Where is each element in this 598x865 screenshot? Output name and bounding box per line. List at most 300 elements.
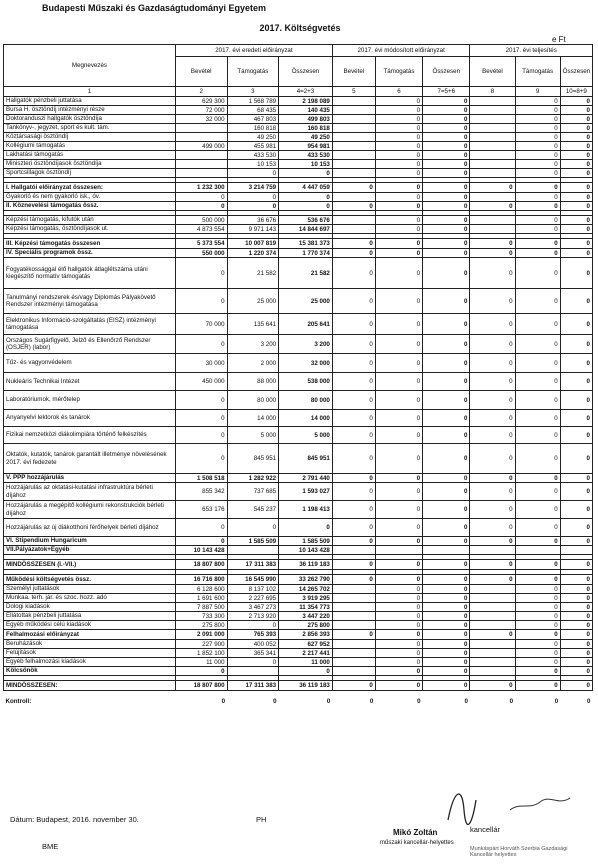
row-value [175, 124, 227, 133]
row-value: 32 000 [279, 354, 333, 373]
row-value [470, 658, 515, 667]
row-value: 538 000 [279, 373, 333, 391]
row-value: 0 [423, 410, 470, 427]
kontroll-label: Kontroll: [5, 698, 32, 706]
row-value: 0 [332, 519, 375, 537]
row-value: 0 [515, 354, 560, 373]
row-value [175, 160, 227, 169]
col-number-8: 9 [515, 87, 560, 97]
row-value: 0 [227, 193, 279, 202]
row-value: 0 [560, 537, 592, 546]
row-value [470, 612, 515, 621]
row-value: 0 [470, 391, 515, 410]
row-value: 0 [515, 621, 560, 630]
row-value: 733 300 [175, 612, 227, 621]
row-value: 0 [375, 106, 422, 115]
row-value: 0 [332, 681, 375, 691]
row-value: 0 [515, 630, 560, 640]
row-value: 0 [375, 585, 422, 594]
row-label: Oktatók, kutatók, tanárok garantált illetménye növelésének 2017. évi fedezete [4, 444, 176, 474]
row-value: 0 [515, 681, 560, 691]
row-value: 0 [227, 202, 279, 211]
row-value: 0 [560, 151, 592, 160]
row-value: 10 007 819 [227, 239, 279, 249]
row-value [332, 585, 375, 594]
row-value: 0 [515, 575, 560, 585]
row-value: 0 [560, 603, 592, 612]
row-value: 140 435 [279, 106, 333, 115]
col-header-4: Támogatás [375, 57, 422, 87]
row-value [332, 193, 375, 202]
row-value [332, 667, 375, 676]
row-value: 160 818 [227, 124, 279, 133]
row-value: 0 [470, 483, 515, 501]
row-value: 0 [560, 501, 592, 519]
row-value: 0 [515, 202, 560, 211]
row-value: 0 [175, 537, 227, 546]
row-value: 0 [515, 519, 560, 537]
row-value: 0 [515, 444, 560, 474]
row-value: 36 119 183 [279, 681, 333, 691]
row-label: Tankönyv-, jegyzet, sport és kult. tám. [4, 124, 176, 133]
row-value: 0 [560, 667, 592, 676]
row-value [175, 169, 227, 178]
row-value: 0 [175, 335, 227, 354]
row-value: 0 [375, 612, 422, 621]
row-value: 0 [470, 681, 515, 691]
row-value: 450 000 [175, 373, 227, 391]
row-value: 845 951 [279, 444, 333, 474]
table-row [4, 115, 593, 124]
row-value: 0 [560, 373, 592, 391]
row-value: 1 568 789 [227, 97, 279, 106]
row-value: 545 237 [227, 501, 279, 519]
table-row [4, 391, 593, 410]
kontroll-value: 0 [326, 698, 331, 706]
row-value: 0 [332, 373, 375, 391]
row-value: 433 530 [279, 151, 333, 160]
row-value [470, 640, 515, 649]
row-value: 14 265 702 [279, 585, 333, 594]
row-value: 14 000 [227, 410, 279, 427]
row-value: 70 000 [175, 314, 227, 335]
row-value: 18 807 800 [175, 681, 227, 691]
row-label: Hozzájárulás az oktatási-kutatási infrastruktúra bérleti díjához [4, 483, 176, 501]
table-row [4, 373, 593, 391]
row-value: 0 [515, 289, 560, 314]
row-value: 0 [423, 106, 470, 115]
row-value: 2 000 [227, 354, 279, 373]
row-value: 467 803 [227, 115, 279, 124]
row-value: 0 [423, 560, 470, 570]
row-value: 3 214 759 [227, 183, 279, 193]
row-value: 0 [560, 560, 592, 570]
row-value: 0 [375, 391, 422, 410]
row-value: 0 [375, 501, 422, 519]
table-row [4, 444, 593, 474]
stamp-text: Munkáspárt Horváth Szerbia Gazdasági Kancellár helyettes [470, 846, 568, 858]
row-value: 954 981 [279, 142, 333, 151]
table-row [4, 612, 593, 621]
row-value: 0 [470, 249, 515, 258]
row-value: 0 [515, 335, 560, 354]
row-value [470, 621, 515, 630]
row-value: 0 [375, 373, 422, 391]
row-value [470, 115, 515, 124]
row-value: 0 [375, 97, 422, 106]
row-label: Köztársasági ösztöndíj [4, 133, 176, 142]
table-row [4, 546, 593, 555]
row-value [332, 216, 375, 225]
row-value: 845 951 [227, 444, 279, 474]
table-row [4, 519, 593, 537]
table-row [4, 483, 593, 501]
row-value: 0 [423, 169, 470, 178]
col-number-9: 10=8+9 [560, 87, 592, 97]
row-value: 0 [332, 391, 375, 410]
row-value: 0 [227, 621, 279, 630]
row-label: V. PPP hozzájárulás [4, 474, 176, 483]
row-label: MINDÖSSZESEN (I.-VII.) [4, 560, 176, 570]
row-value: 0 [560, 335, 592, 354]
row-label: Felhalmozási előirányzat [4, 630, 176, 640]
row-value: 629 300 [175, 97, 227, 106]
row-value: 500 000 [175, 216, 227, 225]
row-value: 0 [470, 373, 515, 391]
row-value: 14 844 697 [279, 225, 333, 234]
group-header-actual: 2017. évi teljesítés [470, 45, 593, 57]
row-value: 0 [332, 289, 375, 314]
row-value: 0 [515, 169, 560, 178]
row-value: 0 [560, 97, 592, 106]
row-value: 0 [515, 225, 560, 234]
row-value: 0 [332, 444, 375, 474]
table-row [4, 640, 593, 649]
row-value: 0 [375, 169, 422, 178]
row-value: 0 [375, 289, 422, 314]
row-value [332, 225, 375, 234]
row-value: 10 143 428 [175, 546, 227, 555]
row-value: 2 713 920 [227, 612, 279, 621]
bme-label: BME [42, 842, 59, 851]
row-value: 0 [332, 335, 375, 354]
row-value: 4 873 554 [175, 225, 227, 234]
row-value [470, 169, 515, 178]
row-value: 0 [560, 658, 592, 667]
row-value: 0 [332, 239, 375, 249]
row-label: Országos Sugárfigyelő, Jelző és Ellenőrző Rendszer (OSJER) (labor) [4, 335, 176, 354]
row-value: 0 [470, 258, 515, 289]
row-value: 0 [423, 202, 470, 211]
row-value: 0 [515, 151, 560, 160]
row-value: 0 [279, 169, 333, 178]
row-label: Személyi juttatások [4, 585, 176, 594]
row-value: 1 585 509 [279, 537, 333, 546]
row-label: Laboratóriumok, mérőtelep [4, 391, 176, 410]
row-value [470, 649, 515, 658]
row-value [332, 658, 375, 667]
row-value: 30 000 [175, 354, 227, 373]
table-row [4, 649, 593, 658]
row-value: 0 [375, 649, 422, 658]
row-value: 16 716 800 [175, 575, 227, 585]
row-value: 0 [375, 483, 422, 501]
row-label: Kollégiumi támogatás [4, 142, 176, 151]
row-value: 0 [375, 621, 422, 630]
row-value: 0 [515, 427, 560, 444]
row-value: 0 [332, 427, 375, 444]
row-value [332, 106, 375, 115]
signer-role: kancellár [470, 825, 501, 834]
row-value: 36 119 183 [279, 560, 333, 570]
row-value: 0 [423, 640, 470, 649]
table-row [4, 133, 593, 142]
row-value: 455 981 [227, 142, 279, 151]
table-row [4, 160, 593, 169]
col-number-2: 3 [227, 87, 279, 97]
doc-title: 2017. Költségvetés [259, 23, 341, 33]
row-value: 0 [515, 115, 560, 124]
row-value: 0 [375, 658, 422, 667]
row-value: 0 [515, 160, 560, 169]
row-value: 0 [375, 537, 422, 546]
row-value [470, 585, 515, 594]
row-value: 5 000 [279, 427, 333, 444]
row-value: 0 [279, 519, 333, 537]
row-value: 0 [332, 314, 375, 335]
row-value: 0 [423, 373, 470, 391]
row-value [470, 142, 515, 151]
row-value: 0 [423, 519, 470, 537]
row-label: Tűz- és vagyonvédelem [4, 354, 176, 373]
row-value: 0 [423, 427, 470, 444]
ph-mark: PH [256, 815, 267, 824]
col-number-5: 6 [375, 87, 422, 97]
row-label: Bursa H. ösztöndíj intézményi része [4, 106, 176, 115]
row-value: 0 [423, 667, 470, 676]
row-value: 400 052 [227, 640, 279, 649]
row-value: 1 508 518 [175, 474, 227, 483]
row-value: 0 [332, 537, 375, 546]
row-value: 9 971 143 [227, 225, 279, 234]
row-value: 0 [375, 410, 422, 427]
table-row [4, 594, 593, 603]
table-row [4, 169, 593, 178]
budget-table [3, 44, 593, 713]
row-value: 0 [175, 391, 227, 410]
row-value: 0 [560, 115, 592, 124]
row-label: Miniszteri ösztöndíjasok ösztöndíja [4, 160, 176, 169]
row-value: 0 [375, 575, 422, 585]
row-value: 0 [515, 560, 560, 570]
row-value: 0 [560, 391, 592, 410]
row-value: 2 227 695 [227, 594, 279, 603]
row-value: 0 [470, 202, 515, 211]
row-value: 1 282 922 [227, 474, 279, 483]
row-value: 0 [515, 640, 560, 649]
group-header-modified: 2017. évi módosított előirányzat [332, 45, 470, 57]
row-value: 0 [375, 594, 422, 603]
row-value: 0 [470, 239, 515, 249]
row-value: 0 [423, 142, 470, 151]
row-value: 18 807 800 [175, 560, 227, 570]
signature-scribble [440, 780, 580, 830]
row-value: 0 [332, 258, 375, 289]
row-label: Tanulmányi rendszerek és/vagy Diplomás Pályakövető Rendszer intézményi támogatása [4, 289, 176, 314]
table-row [4, 603, 593, 612]
row-value: 0 [375, 258, 422, 289]
row-value: 365 341 [227, 649, 279, 658]
row-value: 0 [423, 258, 470, 289]
row-value: 0 [423, 612, 470, 621]
row-value: 0 [375, 630, 422, 640]
row-value [470, 216, 515, 225]
col-header-1: Támogatás [227, 57, 279, 87]
row-value: 0 [515, 239, 560, 249]
table-row [4, 501, 593, 519]
row-value: 0 [375, 183, 422, 193]
table-row [4, 537, 593, 546]
row-value: 0 [515, 249, 560, 258]
row-value: 3 447 220 [279, 612, 333, 621]
row-value: 0 [423, 444, 470, 474]
col-header-0: Bevétel [175, 57, 227, 87]
row-value: 0 [375, 124, 422, 133]
row-value [332, 169, 375, 178]
date-line: Dátum: Budapest, 2016. november 30. [10, 815, 139, 824]
row-value: 0 [560, 640, 592, 649]
row-value: 0 [515, 474, 560, 483]
row-value [470, 594, 515, 603]
table-row [4, 681, 593, 691]
table-row [4, 106, 593, 115]
table-row [4, 354, 593, 373]
row-value: 0 [423, 483, 470, 501]
row-value: 1 691 600 [175, 594, 227, 603]
table-row [4, 239, 593, 249]
row-value: 0 [515, 594, 560, 603]
table-row [4, 183, 593, 193]
row-value: 0 [560, 575, 592, 585]
table-row [4, 410, 593, 427]
row-value [332, 603, 375, 612]
row-label: VII.Pályázatok+Egyéb [4, 546, 176, 555]
table-row [4, 667, 593, 676]
row-value: 0 [375, 249, 422, 258]
row-label: Gyakorló és nem gyakorló isk., óv. [4, 193, 176, 202]
row-value: 2 091 000 [175, 630, 227, 640]
row-value: 0 [560, 142, 592, 151]
kontroll-value: 0 [221, 698, 226, 706]
row-value: 0 [175, 427, 227, 444]
row-value [470, 151, 515, 160]
row-value: 11 000 [279, 658, 333, 667]
row-value [470, 546, 515, 555]
row-value [423, 546, 470, 555]
row-value: 0 [560, 258, 592, 289]
row-label: Működési költségvetés össz. [4, 575, 176, 585]
row-value: 0 [515, 603, 560, 612]
table-row [4, 335, 593, 354]
row-value: 0 [175, 193, 227, 202]
kontroll-value: 0 [369, 698, 374, 706]
row-value: 0 [560, 585, 592, 594]
row-label: Egyéb felhalmozási kiadások [4, 658, 176, 667]
row-value: 0 [375, 193, 422, 202]
row-value: 25 000 [227, 289, 279, 314]
row-value: 0 [470, 560, 515, 570]
row-value: 1 198 413 [279, 501, 333, 519]
row-value [175, 151, 227, 160]
table-row [4, 216, 593, 225]
row-value: 3 200 [279, 335, 333, 354]
row-value [560, 546, 592, 555]
row-value: 0 [423, 335, 470, 354]
row-value: 0 [423, 537, 470, 546]
row-value: 0 [423, 391, 470, 410]
row-value [332, 594, 375, 603]
row-label: VI. Stipendium Hungaricum [4, 537, 176, 546]
row-value: 32 000 [175, 115, 227, 124]
row-value: 11 354 773 [279, 603, 333, 612]
row-value [332, 640, 375, 649]
row-value [332, 546, 375, 555]
row-value: 0 [423, 216, 470, 225]
row-value: 0 [375, 314, 422, 335]
row-value: 499 000 [175, 142, 227, 151]
row-value: 2 791 440 [279, 474, 333, 483]
row-value: 0 [560, 106, 592, 115]
row-value: 8 137 102 [227, 585, 279, 594]
table-row [4, 575, 593, 585]
row-value: 0 [515, 483, 560, 501]
row-value [470, 133, 515, 142]
row-value [332, 133, 375, 142]
row-value: 0 [470, 410, 515, 427]
row-value: 536 676 [279, 216, 333, 225]
row-label: I. Hallgatói előirányzat összesen: [4, 183, 176, 193]
row-value: 68 435 [227, 106, 279, 115]
row-value: 0 [375, 474, 422, 483]
row-value [375, 546, 422, 555]
row-value: 0 [227, 658, 279, 667]
row-value: 0 [175, 289, 227, 314]
kontroll-row [4, 691, 593, 713]
row-value [515, 546, 560, 555]
row-label: IV. Speciális programok össz. [4, 249, 176, 258]
row-value: 0 [470, 474, 515, 483]
row-label: Fogyatékossággal élő hallgatók átlaglétszáma utáni kiegészítő normatív támogatás [4, 258, 176, 289]
row-value: 3 919 295 [279, 594, 333, 603]
row-value: 0 [423, 225, 470, 234]
row-value: 0 [227, 169, 279, 178]
row-value: 0 [560, 594, 592, 603]
row-value: 0 [515, 667, 560, 676]
row-value: 0 [375, 160, 422, 169]
row-value: 0 [332, 354, 375, 373]
row-value: 0 [375, 681, 422, 691]
kontroll-value: 0 [587, 698, 591, 706]
row-value: 0 [175, 444, 227, 474]
row-value: 737 685 [227, 483, 279, 501]
row-label: Felújítások [4, 649, 176, 658]
row-value: 0 [423, 160, 470, 169]
row-value: 0 [560, 160, 592, 169]
row-value: 0 [423, 474, 470, 483]
row-value: 0 [423, 314, 470, 335]
row-value: 0 [375, 444, 422, 474]
row-value [332, 142, 375, 151]
